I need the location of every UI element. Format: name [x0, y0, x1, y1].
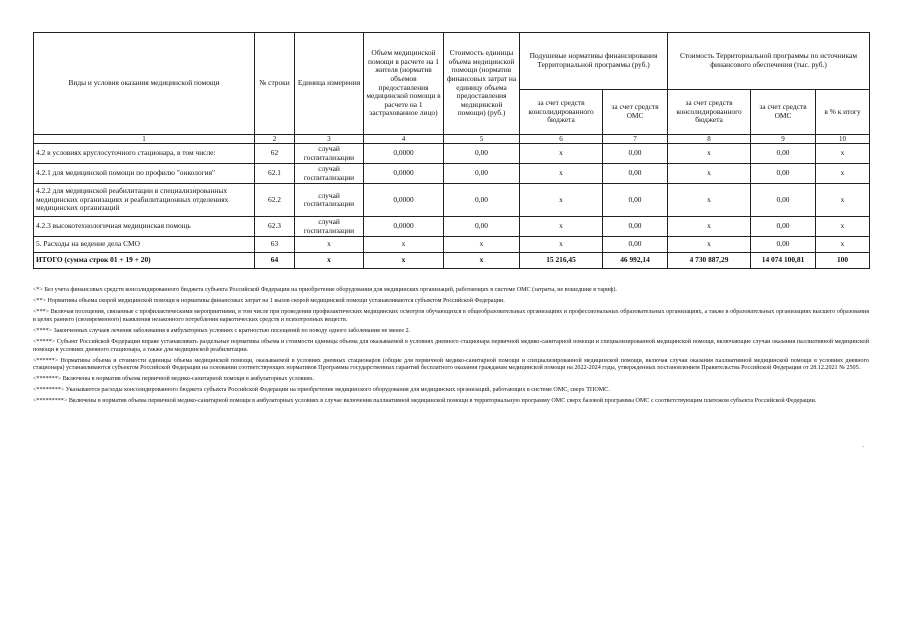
header-total-cost-group: Стоимость Территориальной программы по источникам финансового обеспечения (тыс. руб.) [668, 33, 870, 90]
footnote: <******> Нормативы объема и стоимости единицы объема медицинской помощи, оказываемой в условиях дневных стационаров (общие для первичной медико-санитарной помощи и специализированной медицинской помощи, включая случаи оказания паллиативной медицинской помощи в условиях дневного стационара) устанавливаются субъектом Российской Федерации на основании соответствующих нормативов Программы государственных гарантий бесплатного оказания гражданам медицинской помощи на 2022-2024 годы, утвержденных постановлением Правительства Российской Федерации от 28.12.2021 № 2505. [33, 357, 869, 372]
cell-total-oms: 14 074 100,81 [751, 253, 816, 269]
cell-total-oms: 0,00 [751, 184, 816, 217]
header-volume: Объем медицинской помощи в расчете на 1 жителя (норматив объемов предоставления медицинской помощи в расчете на 1 застрахованное лицо) [364, 33, 444, 135]
cell-total-oms: 0,00 [751, 144, 816, 164]
cell-unit: случай госпитализации [295, 217, 364, 237]
header-unit: Единица измерения [295, 33, 364, 135]
header-per-capita-group: Подушевые нормативы финансирования Территориальной программы (руб.) [520, 33, 668, 90]
cell-total-oms: 0,00 [751, 164, 816, 184]
table-row [34, 144, 870, 164]
cell-per-capita-budget: х [520, 237, 603, 253]
header-type: Виды и условия оказания медицинской помощи [34, 33, 255, 135]
cell-total-oms: 0,00 [751, 217, 816, 237]
cell-type: 4.2 в условиях круглосуточного стационара, в том числе: [34, 144, 255, 164]
cell-total-percent: х [816, 217, 870, 237]
header-total-oms: за счет средств ОМС [751, 90, 816, 135]
column-number: 5 [444, 135, 520, 144]
cell-unit-cost: 0,00 [444, 217, 520, 237]
header-total-budget: за счет средств консолидированного бюджета [668, 90, 751, 135]
footnote: <*> Без учета финансовых средств консолидированного бюджета субъекта Российской Федерации на приобретение оборудования для медицинских организаций, работающих в системе ОМС (затраты, не вошедшие в тариф). [33, 287, 617, 293]
cell-total-percent: 100 [816, 253, 870, 269]
cell-unit-cost: 0,00 [444, 164, 520, 184]
cell-total-budget: х [668, 184, 751, 217]
column-number: 8 [668, 135, 751, 144]
column-number: 10 [816, 135, 870, 144]
cell-row-number: 62.2 [255, 184, 295, 217]
footnote: <*****> Субъект Российской Федерации вправе устанавливать раздельные нормативы объема и стоимости единицы объема для оказываемой в условиях дневного стационара первичной медико-санитарной помощи и специализированной медицинской помощи, включающие случаи оказания паллиативной медицинской помощи в условиях дневного стационара, а также для медицинской реабилитации. [33, 338, 869, 353]
header-per-capita-oms: за счет средств ОМС [603, 90, 668, 135]
cell-total-percent: х [816, 144, 870, 164]
cell-per-capita-budget: х [520, 217, 603, 237]
cell-total-percent: х [816, 164, 870, 184]
column-number: 1 [34, 135, 255, 144]
cell-type: ИТОГО (сумма строк 01 + 19 + 20) [34, 253, 255, 269]
cell-unit-cost: 0,00 [444, 144, 520, 164]
cell-total-budget: х [668, 217, 751, 237]
footnote: <****> Законченных случаев лечения заболевания в амбулаторных условиях с кратностью посещений по поводу одного заболевания не менее 2. [33, 327, 411, 334]
cell-total-oms: 0,00 [751, 237, 816, 253]
cell-unit-cost: х [444, 253, 520, 269]
cell-volume: 0,0000 [364, 164, 444, 184]
cell-type: 5. Расходы на ведение дела СМО [34, 237, 255, 253]
cell-per-capita-budget: 15 216,45 [520, 253, 603, 269]
column-number: 2 [255, 135, 295, 144]
cell-per-capita-budget: х [520, 164, 603, 184]
table-row [34, 164, 870, 184]
cell-type: 4.2.2 для медицинской реабилитации в специализированных медицинских организациях и реабилитационных отделениях медицинских организаций [34, 184, 255, 217]
header-total-percent: в % к итогу [816, 90, 870, 135]
cell-total-budget: 4 730 887,29 [668, 253, 751, 269]
cell-total-percent: х [816, 184, 870, 217]
table-row [34, 217, 870, 237]
footnote: <********> Указываются расходы консолидированного бюджета субъекта Российской Федерации на приобретение медицинского оборудования для медицинских организаций, работающих в системе ОМС, сверх ТПОМС. [33, 387, 610, 394]
cell-per-capita-oms: 0,00 [603, 237, 668, 253]
cell-unit: случай госпитализации [295, 144, 364, 164]
cell-row-number: 62 [255, 144, 295, 164]
cell-type: 4.2.3 высокотехнологичная медицинская помощь [34, 217, 255, 237]
footnote: <*******> Включены в норматив объема первичной медико-санитарной помощи в амбулаторных условиях. [33, 376, 315, 383]
cell-total-budget: х [668, 144, 751, 164]
cell-unit: х [295, 237, 364, 253]
cell-unit-cost: 0,00 [444, 184, 520, 217]
cell-row-number: 64 [255, 253, 295, 269]
table-row [34, 184, 870, 217]
cell-total-percent: х [816, 237, 870, 253]
cell-type: 4.2.1 для медицинской помощи по профилю "онкология" [34, 164, 255, 184]
column-number: 7 [603, 135, 668, 144]
cell-row-number: 62.3 [255, 217, 295, 237]
cell-unit: случай госпитализации [295, 184, 364, 217]
table-row [34, 237, 870, 253]
cell-row-number: 63 [255, 237, 295, 253]
stray-mark: · [862, 443, 865, 451]
cell-volume: 0,0000 [364, 144, 444, 164]
cell-row-number: 62.1 [255, 164, 295, 184]
cell-total-budget: х [668, 237, 751, 253]
cell-volume: 0,0000 [364, 184, 444, 217]
cell-per-capita-oms: 46 992,14 [603, 253, 668, 269]
footnote: <***> Включая посещения, связанные с профилактическими мероприятиями, в том числе при проведении профилактических медицинских осмотров обучающихся в общеобразовательных организациях и профессиональных образовательных организациях, а также в образовательных организациях высшего образования в целях раннего (своевременного) выявления незаконного потребления наркотических средств и психотропных веществ. [33, 308, 869, 323]
cell-volume: х [364, 237, 444, 253]
total-row [34, 253, 870, 269]
cell-per-capita-oms: 0,00 [603, 164, 668, 184]
cell-per-capita-budget: х [520, 144, 603, 164]
footnote: <*********> Включены в норматив объема первичной медико-санитарной помощи в амбулаторных условиях в случае включения паллиативной медицинской помощи в территориальную программу ОМС сверх базовой программы ОМС с соответствующим платежом субъекта Российской Федерации. [33, 398, 817, 405]
financing-table [33, 32, 870, 269]
footnotes [33, 287, 869, 409]
header-unit-cost: Стоимость единицы объема медицинской помощи (норматив финансовых затрат на единицу объема предоставления медицинской помощи) (руб.) [444, 33, 520, 135]
cell-unit-cost: х [444, 237, 520, 253]
cell-per-capita-oms: 0,00 [603, 184, 668, 217]
cell-per-capita-oms: 0,00 [603, 144, 668, 164]
column-number: 4 [364, 135, 444, 144]
cell-per-capita-oms: 0,00 [603, 217, 668, 237]
cell-volume: 0,0000 [364, 217, 444, 237]
cell-unit: случай госпитализации [295, 164, 364, 184]
cell-unit: х [295, 253, 364, 269]
header-row-number: № строки [255, 33, 295, 135]
header-per-capita-budget: за счет средств консолидированного бюджета [520, 90, 603, 135]
cell-total-budget: х [668, 164, 751, 184]
column-number: 9 [751, 135, 816, 144]
cell-per-capita-budget: х [520, 184, 603, 217]
column-number: 3 [295, 135, 364, 144]
footnote: <**> Нормативы объема скорой медицинской помощи и нормативы финансовых затрат на 1 вызов скорой медицинской помощи устанавливаются субъектом Российской Федерации. [33, 297, 505, 304]
column-number: 6 [520, 135, 603, 144]
cell-volume: х [364, 253, 444, 269]
